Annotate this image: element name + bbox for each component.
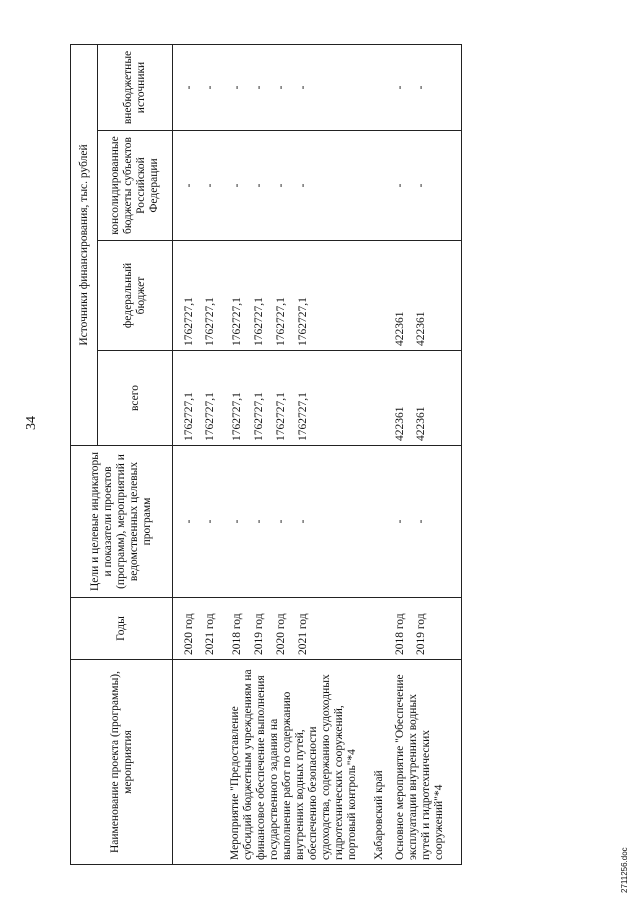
row-year: 2020 год xyxy=(179,598,200,660)
row-extra: - xyxy=(390,44,411,130)
row-goal: - xyxy=(179,446,200,598)
row-year: 2020 год xyxy=(271,598,293,660)
row-federal: 1762727,1 xyxy=(271,241,293,351)
row-regional: - xyxy=(390,131,411,241)
header-total: всего xyxy=(98,351,173,446)
row-goal: - xyxy=(390,446,411,598)
row-federal xyxy=(363,241,390,351)
header-name: Наименование проекта (программы), мероприятия xyxy=(71,660,173,865)
row-goal: - xyxy=(249,446,271,598)
row-total: 422361 xyxy=(390,351,411,446)
header-federal: федеральный бюджет xyxy=(98,241,173,351)
row-total: 1762727,1 xyxy=(271,351,293,446)
row-total: 1762727,1 xyxy=(179,351,200,446)
header-goals: Цели и целевые индикаторы и показатели проектов (программ), мероприятий и ведомственных целевых программ xyxy=(71,446,173,598)
row-federal: 1762727,1 xyxy=(179,241,200,351)
row-extra: - xyxy=(227,44,249,130)
row-year: 2018 год xyxy=(390,598,411,660)
row-name xyxy=(200,660,221,865)
row-year xyxy=(363,598,390,660)
row-region-name: Хабаровский край xyxy=(363,660,390,865)
header-sources: Источники финансирования, тыс. рублей xyxy=(71,44,98,445)
row-name-main-measure: Основное мероприятие "Обеспечение эксплуатации внутренних водных путей и гидротехнических сооружений"*4 xyxy=(390,660,461,865)
document-id: 2711256.doc xyxy=(620,847,629,893)
row-federal: 422361 xyxy=(411,241,461,351)
row-extra xyxy=(363,44,390,130)
row-federal: 1762727,1 xyxy=(293,241,363,351)
row-year: 2021 год xyxy=(293,598,363,660)
row-regional: - xyxy=(271,131,293,241)
table-row xyxy=(390,44,411,864)
row-federal: 1762727,1 xyxy=(227,241,249,351)
row-total: 1762727,1 xyxy=(249,351,271,446)
row-regional: - xyxy=(293,131,363,241)
row-federal: 1762727,1 xyxy=(200,241,221,351)
row-extra: - xyxy=(249,44,271,130)
header-years: Годы xyxy=(71,598,173,660)
row-regional: - xyxy=(249,131,271,241)
row-regional: - xyxy=(179,131,200,241)
row-extra: - xyxy=(200,44,221,130)
row-goal: - xyxy=(293,446,363,598)
row-year: 2019 год xyxy=(249,598,271,660)
row-regional: - xyxy=(200,131,221,241)
row-regional xyxy=(363,131,390,241)
row-total: 1762727,1 xyxy=(200,351,221,446)
row-total: 422361 xyxy=(411,351,461,446)
row-federal: 1762727,1 xyxy=(249,241,271,351)
row-goal: - xyxy=(411,446,461,598)
row-name xyxy=(179,660,200,865)
table-row xyxy=(363,44,390,864)
row-goal xyxy=(363,446,390,598)
row-total: 1762727,1 xyxy=(293,351,363,446)
row-goal: - xyxy=(227,446,249,598)
row-extra: - xyxy=(411,44,461,130)
row-name-measure: Мероприятие "Предоставление субсидий бюджетным учреждениям на финансовое обеспечение выполнения государственного задания на выполнение работ по содержанию внутренних водных путей, обеспечению безопасности судоходства, содержанию судоходных гидротехнических сооружений, портовый контроль"*4 xyxy=(227,660,363,865)
row-extra: - xyxy=(293,44,363,130)
table-row xyxy=(227,44,249,864)
row-total xyxy=(363,351,390,446)
table-row xyxy=(200,44,221,864)
table-row xyxy=(179,44,200,864)
row-extra: - xyxy=(271,44,293,130)
row-goal: - xyxy=(271,446,293,598)
row-year: 2019 год xyxy=(411,598,461,660)
row-regional: - xyxy=(227,131,249,241)
row-goal: - xyxy=(200,446,221,598)
row-year: 2021 год xyxy=(200,598,221,660)
page-number: 34 xyxy=(24,416,39,430)
financing-table xyxy=(70,44,462,865)
row-federal: 422361 xyxy=(390,241,411,351)
row-extra: - xyxy=(179,44,200,130)
header-regional: консолидированные бюджеты субъектов Российской Федерации xyxy=(98,131,173,241)
row-regional: - xyxy=(411,131,461,241)
row-total: 1762727,1 xyxy=(227,351,249,446)
header-extra: внебюджетные источники xyxy=(98,44,173,130)
row-year: 2018 год xyxy=(227,598,249,660)
